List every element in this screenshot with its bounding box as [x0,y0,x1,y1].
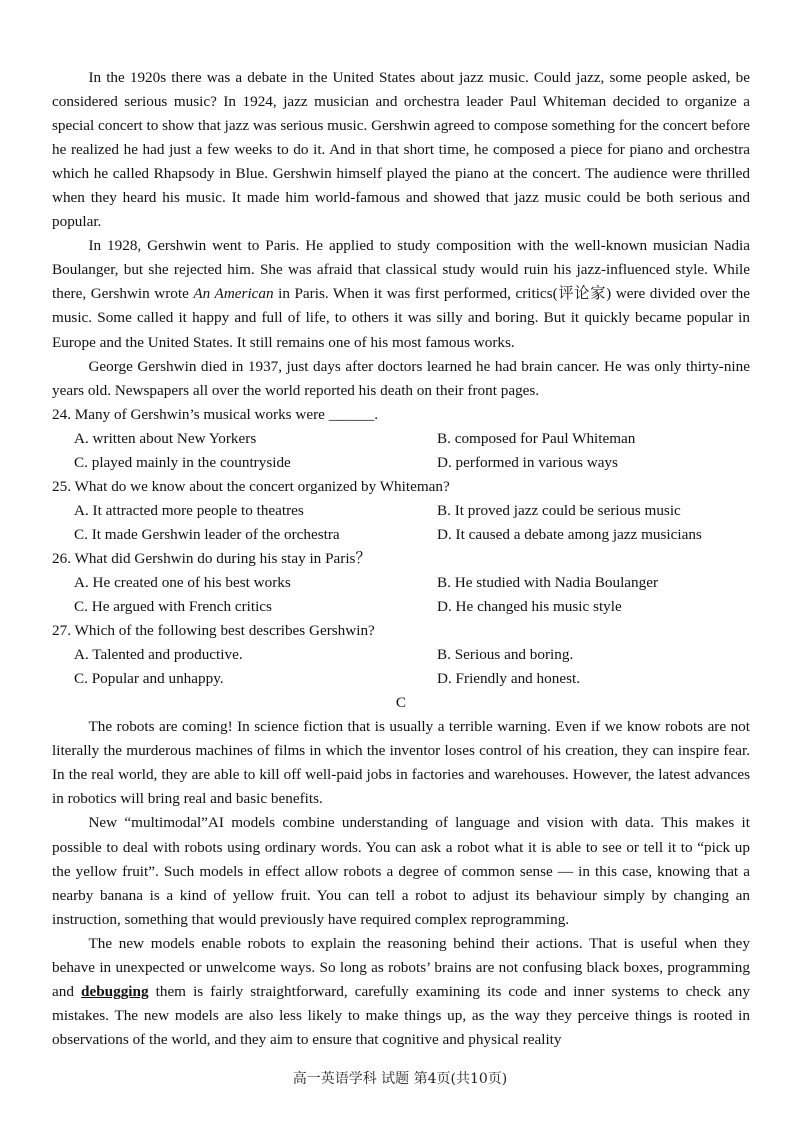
paragraph-text: in Paris. When it was first performed, critics(评论家) were divided over the music. Some called it happy and full of life, to others it was silly and boring. But it quickly became popular in Europe and the United States. It still remains one of his most famous works. [52,285,750,351]
option-grid [52,571,750,619]
question-24 [52,403,750,475]
passage-paragraph: In the 1920s there was a debate in the United States about jazz music. Could jazz, some people asked, be considered serious music? In 1924, jazz musician and orchestra leader Paul Whiteman decided to organize a special concert to show that jazz was serious music. Gershwin agreed to compose something for the concert before he realized he had just a few weeks to do it. And in that short time, he composed a piece for piano and orchestra which he called Rhapsody in Blue. Gershwin himself played the piano at the concert. The audience were thrilled when they heard his music. It made him world-famous and showed that jazz music could be both serious and popular. [52,69,750,231]
section-heading: C [395,694,407,712]
question-stem: 24. Many of Gershwin’s musical works were ______. [52,405,379,423]
option-b: B. It proved jazz could be serious music [437,501,681,519]
exam-page [52,66,750,1052]
page-footer: 高一英语学科 试题 第4页(共10页) [292,1071,508,1087]
passage-paragraph [52,234,750,354]
option-b: B. Serious and boring. [437,646,574,664]
passage-paragraph: New “multimodal”AI models combine understanding of language and vision with data. This makes it possible to deal with robots using ordinary words. You can ask a robot what it is able to see or tell it to “pick up the yellow fruit”. Such models in effect allow robots a degree of common sense — in this case, knowing that a nearby banana is a kind of yellow fruit. You can tell a robot to adjust its behaviour simply by changing an instruction, something that would previously have required complex reprogramming. [52,814,750,928]
passage-paragraph: The robots are coming! In science fiction that is usually a terrible warning. Even if we know robots are not literally the murderous machines of films in which the inventor loses control of his creation, they can inspire fear. In the real world, they are able to kill off well-paid jobs in factories and warehouses. However, the latest advances in robotics will bring real and basic benefits. [52,718,750,808]
question-stem: 26. What did Gershwin do during his stay in Paris？ [52,549,371,567]
option-b: B. composed for Paul Whiteman [437,429,636,447]
question-stem: 25. What do we know about the concert organized by Whiteman? [52,477,450,495]
option-grid [52,499,750,547]
paragraph-text: them is fairly straightforward, carefully examining its code and inner systems to check any mistakes. The new models are also less likely to make things up, as the way they perceive things is rooted in observations of the world, and they aim to ensure that cognitive and physical reality [52,982,750,1048]
question-27 [52,619,750,691]
option-c: C. played mainly in the countryside [74,453,291,471]
question-stem: 27. Which of the following best describes Gershwin? [52,622,375,640]
option-a: A. written about New Yorkers [74,429,257,447]
question-26 [52,547,750,619]
option-c: C. It made Gershwin leader of the orchestra [74,525,340,543]
option-a: A. He created one of his best works [74,573,291,591]
option-b: B. He studied with Nadia Boulanger [437,573,659,591]
option-d: D. He changed his music style [437,598,622,616]
option-d: D. Friendly and honest. [437,670,580,688]
paragraph-text: The new models enable robots to explain the reasoning behind their actions. That is useful when they behave in unexpected or unwelcome ways. So long as robots’ brains are not confusing black boxes, programming and [52,934,750,1000]
option-c: C. He argued with French critics [74,598,272,616]
option-d: D. It caused a debate among jazz musicians [437,525,702,543]
option-d: D. performed in various ways [437,453,618,471]
question-25 [52,475,750,547]
passage-paragraph: George Gershwin died in 1937, just days after doctors learned he had brain cancer. He was only thirty-nine years old. Newspapers all over the world reported his death on their front pages. [52,357,750,399]
option-grid [52,427,750,475]
work-title: An American [193,285,274,303]
option-grid [52,643,750,691]
underlined-word: debugging [81,982,149,1000]
option-a: A. It attracted more people to theatres [74,501,304,519]
paragraph-text: In 1928, Gershwin went to Paris. He applied to study composition with the well-known musician Nadia Boulanger, but she rejected him. She was afraid that classical study would ruin his jazz-influenced style. While there, Gershwin wrote [52,237,750,303]
option-c: C. Popular and unhappy. [74,670,224,688]
option-a: A. Talented and productive. [74,646,243,664]
passage-paragraph [52,932,750,1052]
